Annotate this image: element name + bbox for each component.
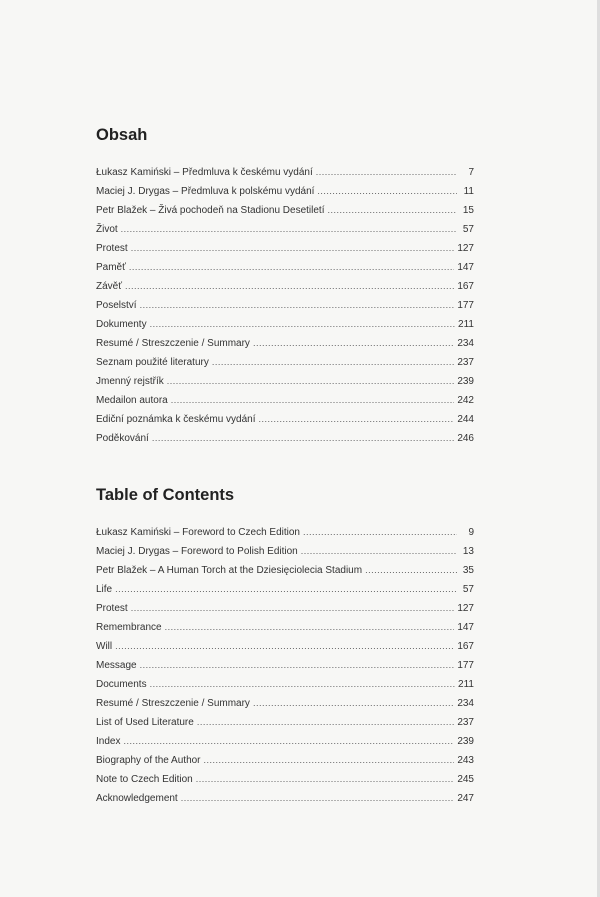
dot-leader (125, 281, 454, 291)
toc-entry-title: Petr Blažek – Živá pochodeň na Stadionu Desetiletí (96, 205, 325, 216)
toc-entry-page-number: 13 (462, 546, 474, 557)
toc-entry-page-number: 15 (462, 205, 474, 216)
english-toc-list (96, 527, 474, 812)
toc-entry-page-number: 242 (457, 395, 474, 406)
toc-entry-page-number: 177 (457, 300, 474, 311)
toc-entry-page-number: 167 (457, 281, 474, 292)
toc-entry (96, 793, 474, 812)
toc-entry (96, 774, 474, 793)
dot-leader (253, 338, 454, 348)
toc-entry-title: Note to Czech Edition (96, 774, 193, 785)
english-toc-heading: Table of Contents (96, 486, 235, 504)
toc-entry-title: Paměť (96, 262, 126, 273)
toc-entry-title: Protest (96, 243, 128, 254)
dot-leader (327, 205, 457, 215)
dot-leader (121, 224, 457, 234)
toc-entry-title: Maciej J. Drygas – Předmluva k polskému vydání (96, 186, 315, 197)
dot-leader (165, 622, 455, 632)
toc-entry-page-number: 234 (457, 338, 474, 349)
toc-entry-title: Medailon autora (96, 395, 168, 406)
toc-entry-title: Dokumenty (96, 319, 147, 330)
dot-leader (259, 414, 455, 424)
toc-entry (96, 224, 474, 243)
dot-leader (253, 698, 454, 708)
toc-entry-page-number: 35 (462, 565, 474, 576)
toc-entry (96, 546, 474, 565)
toc-entry-title: Acknowledgement (96, 793, 178, 804)
toc-entry (96, 660, 474, 679)
toc-entry-title: Jmenný rejstřík (96, 376, 164, 387)
toc-entry (96, 186, 474, 205)
toc-entry-page-number: 127 (457, 243, 474, 254)
dot-leader (167, 376, 455, 386)
toc-entry-page-number: 245 (457, 774, 474, 785)
czech-toc-heading: Obsah (96, 126, 148, 144)
dot-leader (204, 755, 455, 765)
toc-entry-page-number: 167 (457, 641, 474, 652)
toc-entry-page-number: 247 (457, 793, 474, 804)
toc-entry (96, 698, 474, 717)
dot-leader (131, 603, 455, 613)
toc-entry-title: Závěť (96, 281, 122, 292)
toc-entry-page-number: 7 (468, 167, 474, 178)
toc-entry-page-number: 57 (462, 584, 474, 595)
toc-entry-title: Remembrance (96, 622, 162, 633)
toc-entry-page-number: 237 (457, 717, 474, 728)
toc-entry (96, 205, 474, 224)
toc-entry (96, 338, 474, 357)
dot-leader (131, 243, 455, 253)
toc-entry (96, 262, 474, 281)
toc-entry (96, 243, 474, 262)
toc-entry-page-number: 177 (457, 660, 474, 671)
toc-entry-title: List of Used Literature (96, 717, 194, 728)
dot-leader (212, 357, 454, 367)
dot-leader (196, 774, 455, 784)
toc-entry-title: Documents (96, 679, 147, 690)
dot-leader (303, 527, 457, 537)
dot-leader (140, 660, 455, 670)
dot-leader (115, 641, 454, 651)
dot-leader (317, 186, 457, 196)
toc-entry (96, 167, 474, 186)
toc-entry (96, 357, 474, 376)
toc-entry-page-number: 234 (457, 698, 474, 709)
dot-leader (115, 584, 457, 594)
toc-entry-title: Łukasz Kamiński – Předmluva k českému vydání (96, 167, 313, 178)
toc-entry-title: Maciej J. Drygas – Foreword to Polish Edition (96, 546, 298, 557)
toc-entry (96, 281, 474, 300)
toc-entry (96, 584, 474, 603)
toc-entry-page-number: 147 (457, 262, 474, 273)
toc-entry-title: Message (96, 660, 137, 671)
toc-entry-title: Index (96, 736, 121, 747)
toc-entry (96, 376, 474, 395)
dot-leader (129, 262, 454, 272)
toc-entry-page-number: 243 (457, 755, 474, 766)
dot-leader (171, 395, 455, 405)
toc-entry-page-number: 211 (458, 679, 474, 690)
toc-entry (96, 414, 474, 433)
toc-entry (96, 565, 474, 584)
toc-entry-title: Život (96, 224, 118, 235)
toc-entry-page-number: 147 (457, 622, 474, 633)
czech-toc-list (96, 167, 474, 452)
toc-entry-title: Protest (96, 603, 128, 614)
toc-entry-title: Seznam použité literatury (96, 357, 209, 368)
toc-entry-title: Life (96, 584, 113, 595)
toc-entry-page-number: 239 (457, 736, 474, 747)
toc-entry-page-number: 237 (457, 357, 474, 368)
toc-entry-title: Petr Blažek – A Human Torch at the Dziesięciolecia Stadium (96, 565, 363, 576)
dot-leader (316, 167, 457, 177)
toc-entry (96, 300, 474, 319)
toc-entry-page-number: 246 (457, 433, 474, 444)
toc-entry-title: Resumé / Streszczenie / Summary (96, 698, 250, 709)
toc-entry-page-number: 127 (457, 603, 474, 614)
toc-entry (96, 717, 474, 736)
toc-entry-title: Ediční poznámka k českému vydání (96, 414, 256, 425)
toc-entry-title: Will (96, 641, 113, 652)
toc-entry-page-number: 211 (458, 319, 474, 330)
dot-leader (150, 319, 455, 329)
dot-leader (365, 565, 457, 575)
toc-entry (96, 603, 474, 622)
toc-entry-title: Biography of the Author (96, 755, 201, 766)
toc-entry-page-number: 244 (457, 414, 474, 425)
dot-leader (181, 793, 455, 803)
toc-entry (96, 319, 474, 338)
toc-entry-title: Poselství (96, 300, 137, 311)
toc-entry (96, 527, 474, 546)
toc-entry (96, 433, 474, 452)
toc-entry (96, 755, 474, 774)
toc-entry (96, 641, 474, 660)
toc-entry (96, 679, 474, 698)
dot-leader (301, 546, 457, 556)
toc-entry-page-number: 239 (457, 376, 474, 387)
toc-entry (96, 622, 474, 641)
toc-entry-page-number: 11 (463, 186, 474, 197)
dot-leader (140, 300, 455, 310)
dot-leader (197, 717, 454, 727)
toc-entry-title: Poděkování (96, 433, 149, 444)
dot-leader (150, 679, 455, 689)
dot-leader (123, 736, 454, 746)
toc-entry (96, 395, 474, 414)
toc-entry-page-number: 9 (468, 527, 474, 538)
dot-leader (152, 433, 454, 443)
toc-entry-title: Łukasz Kamiński – Foreword to Czech Edition (96, 527, 300, 538)
toc-entry-title: Resumé / Streszczenie / Summary (96, 338, 250, 349)
toc-entry (96, 736, 474, 755)
toc-entry-page-number: 57 (462, 224, 474, 235)
